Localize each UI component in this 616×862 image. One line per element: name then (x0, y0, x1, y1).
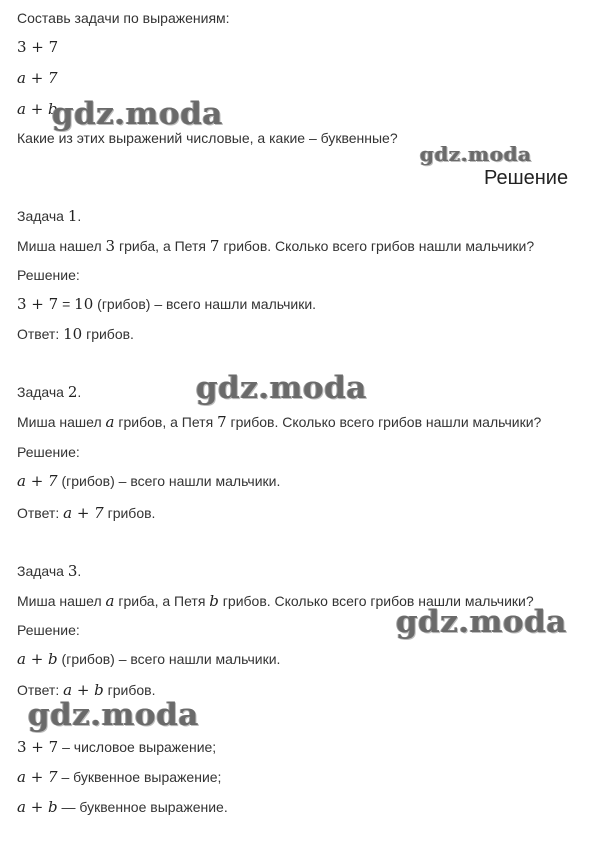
class-text-3: — буквенное выражение. (57, 799, 228, 815)
task1-statement (17, 237, 534, 255)
class-text-2: – буквенное выражение; (57, 769, 222, 785)
task2-text-a: Миша нашел (17, 414, 106, 430)
watermark: gdz.moda (28, 697, 199, 733)
task1-title (17, 207, 81, 225)
watermark: gdz.moda (52, 96, 223, 132)
task2-sol-rest: (грибов) – всего нашли мальчики. (57, 473, 281, 489)
task1-text-b: гриба, а Петя (115, 238, 210, 254)
task2-statement (17, 413, 541, 431)
expression-letter-a-b: a + b (17, 100, 58, 118)
task-title: Составь задачи по выражениям: (17, 10, 230, 26)
class-expr-3: a + b (17, 798, 58, 816)
task3-v2: b (209, 592, 219, 610)
task2-answer-expr: a + 7 (63, 504, 104, 522)
task2-text-c: грибов. Сколько всего грибов нашли мальчики? (226, 414, 542, 430)
watermark: gdz.moda (396, 604, 567, 640)
task1-number: 1 (67, 207, 78, 225)
task2-number: 2 (67, 383, 78, 401)
task1-n1: 3 (105, 237, 116, 255)
task-question: Какие из этих выражений числовые, а какие – буквенные? (17, 130, 398, 146)
task1-title-dot: . (77, 208, 82, 224)
task3-sol-expr: a + b (17, 650, 58, 668)
class-expr-2: a + 7 (17, 768, 58, 786)
expression-numeric: 3 + 7 (17, 38, 59, 56)
task1-text-a: Миша нашел (17, 238, 106, 254)
task2-solution-label: Решение: (17, 444, 80, 460)
task2-sol-expr: a + 7 (17, 472, 58, 490)
solution-heading: Решение (484, 167, 569, 189)
task3-answer-expr: a + b (63, 681, 104, 699)
task3-text-c: грибов. Сколько всего грибов нашли мальчики? (218, 593, 534, 609)
task3-answer-label: Ответ: (17, 682, 64, 698)
task2-answer (17, 504, 155, 522)
task1-solution (17, 295, 316, 313)
task2-solution (17, 472, 280, 490)
task3-title (17, 562, 81, 580)
expression-letter-a-7: a + 7 (17, 69, 58, 87)
task1-text-c: грибов. Сколько всего грибов нашли мальчики? (219, 238, 535, 254)
task1-answer (17, 325, 134, 343)
task2-title-dot: . (77, 384, 82, 400)
task2-n2: 7 (217, 413, 227, 431)
watermark: gdz.moda (196, 370, 367, 406)
task1-sol-expr: 3 + 7 (17, 295, 59, 313)
class-text-1: – числовое выражение; (58, 739, 217, 755)
task3-sol-rest: (грибов) – всего нашли мальчики. (57, 651, 281, 667)
task2-v1: a (105, 413, 115, 431)
task1-sol-result: 10 (74, 295, 94, 313)
task1-answer-rest: грибов. (82, 326, 134, 342)
task3-solution-label: Решение: (17, 622, 80, 638)
task1-sol-rest: (грибов) – всего нашли мальчики. (93, 296, 317, 312)
task2-title (17, 383, 81, 401)
task3-number: 3 (67, 562, 78, 580)
task3-title-dot: . (77, 563, 82, 579)
watermark: gdz.moda (420, 142, 532, 166)
task1-n2: 7 (209, 237, 220, 255)
classification-letter-2 (17, 798, 228, 816)
classification-numeric (17, 738, 216, 756)
task2-title-label: Задача (17, 384, 68, 400)
task1-sol-eq: = (58, 296, 75, 312)
task2-answer-label: Ответ: (17, 505, 64, 521)
classification-letter-1 (17, 768, 221, 786)
task3-v1: a (105, 592, 115, 610)
task1-title-label: Задача (17, 208, 68, 224)
task3-text-b: гриба, а Петя (114, 593, 210, 609)
task1-answer-label: Ответ: (17, 326, 64, 342)
task2-text-b: грибов, а Петя (114, 414, 218, 430)
task3-title-label: Задача (17, 563, 68, 579)
task1-answer-num: 10 (63, 325, 83, 343)
task2-answer-rest: грибов. (103, 505, 156, 521)
task3-solution (17, 650, 280, 668)
class-expr-1: 3 + 7 (17, 738, 59, 756)
task3-text-a: Миша нашел (17, 593, 106, 609)
task1-solution-label: Решение: (17, 267, 80, 283)
task3-answer-rest: грибов. (103, 682, 156, 698)
